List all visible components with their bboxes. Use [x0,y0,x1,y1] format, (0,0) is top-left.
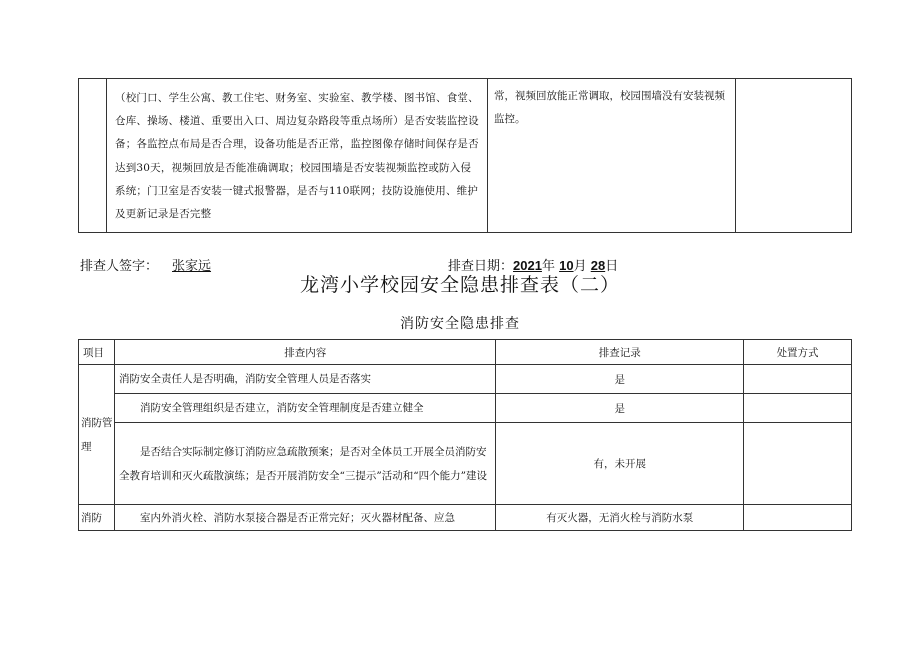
header-content: 排查内容 [114,340,495,365]
row-content: 室内外消火栓、消防水泵接合器是否正常完好；灭火器材配备、应急 [114,505,495,531]
table-header-row [79,340,852,365]
row-handling [744,423,852,505]
date-year-unit: 年 [541,259,555,274]
row-record: 是 [496,365,744,394]
header-handling: 处置方式 [744,340,852,365]
table-row [79,394,852,423]
row-content: 消防安全责任人是否明确，消防安全管理人员是否落实 [114,365,495,394]
header-project: 项目 [79,340,115,365]
document-title: 龙湾小学校园安全隐患排查表（二） [299,274,620,296]
row-record: 有灭火器，无消火栓与消防水泵 [496,505,744,531]
column-divider [735,79,736,232]
section-subtitle: 消防安全隐患排查 [400,316,520,332]
row-record: 有，未开展 [496,423,744,505]
table-row [79,505,852,531]
signature-name: 张家远 [172,259,212,274]
category-cell: 消防 [79,505,115,531]
table-row [79,423,852,505]
column-divider [106,79,107,232]
row-handling [744,365,852,394]
date-label: 排查日期： [448,259,514,274]
table-row [79,365,852,394]
top-table [78,78,852,233]
signature-label: 排查人签字： [80,259,159,274]
row-record: 是 [496,394,744,423]
column-divider [487,79,488,232]
row-content: 消防安全管理组织是否建立，消防安全管理制度是否建立健全 [114,394,495,423]
row-content: 是否结合实际制定修订消防应急疏散预案；是否对全体员工开展全员消防安全教育培训和灭火疏散演练；是否开展消防安全“三提示”活动和“四个能力”建设 [114,423,495,505]
date-year: 2021 [513,258,542,273]
top-table-content-cell: （校门口、学生公寓、教工住宅、财务室、实验室、教学楼、图书馆、食堂、仓库、操场、楼道、重要出入口、周边复杂路段等重点场所）是否安装监控设备；各监控点布局是否合理，设备功能是否正常，监控图像存储时间保存是否达到30天，视频回放是否能准确调取；校园围墙是否安装视频监控或防入侵系统；门卫室是否安装一键式报警器，是否与110联网；技防设施使用、维护及更新记录是否完整 [115,92,479,221]
date-month: 10 [559,258,574,273]
date-day-unit: 日 [605,259,619,274]
header-record: 排查记录 [496,340,744,365]
row-handling [744,394,852,423]
fire-safety-table [78,339,852,531]
row-handling [744,505,852,531]
date-day: 28 [590,258,606,273]
date-month-unit: 月 [573,259,587,274]
category-cell: 消防管理 [79,365,115,505]
top-table-record-cell: 常，视频回放能正常调取，校园围墙没有安装视频监控。 [494,90,725,125]
